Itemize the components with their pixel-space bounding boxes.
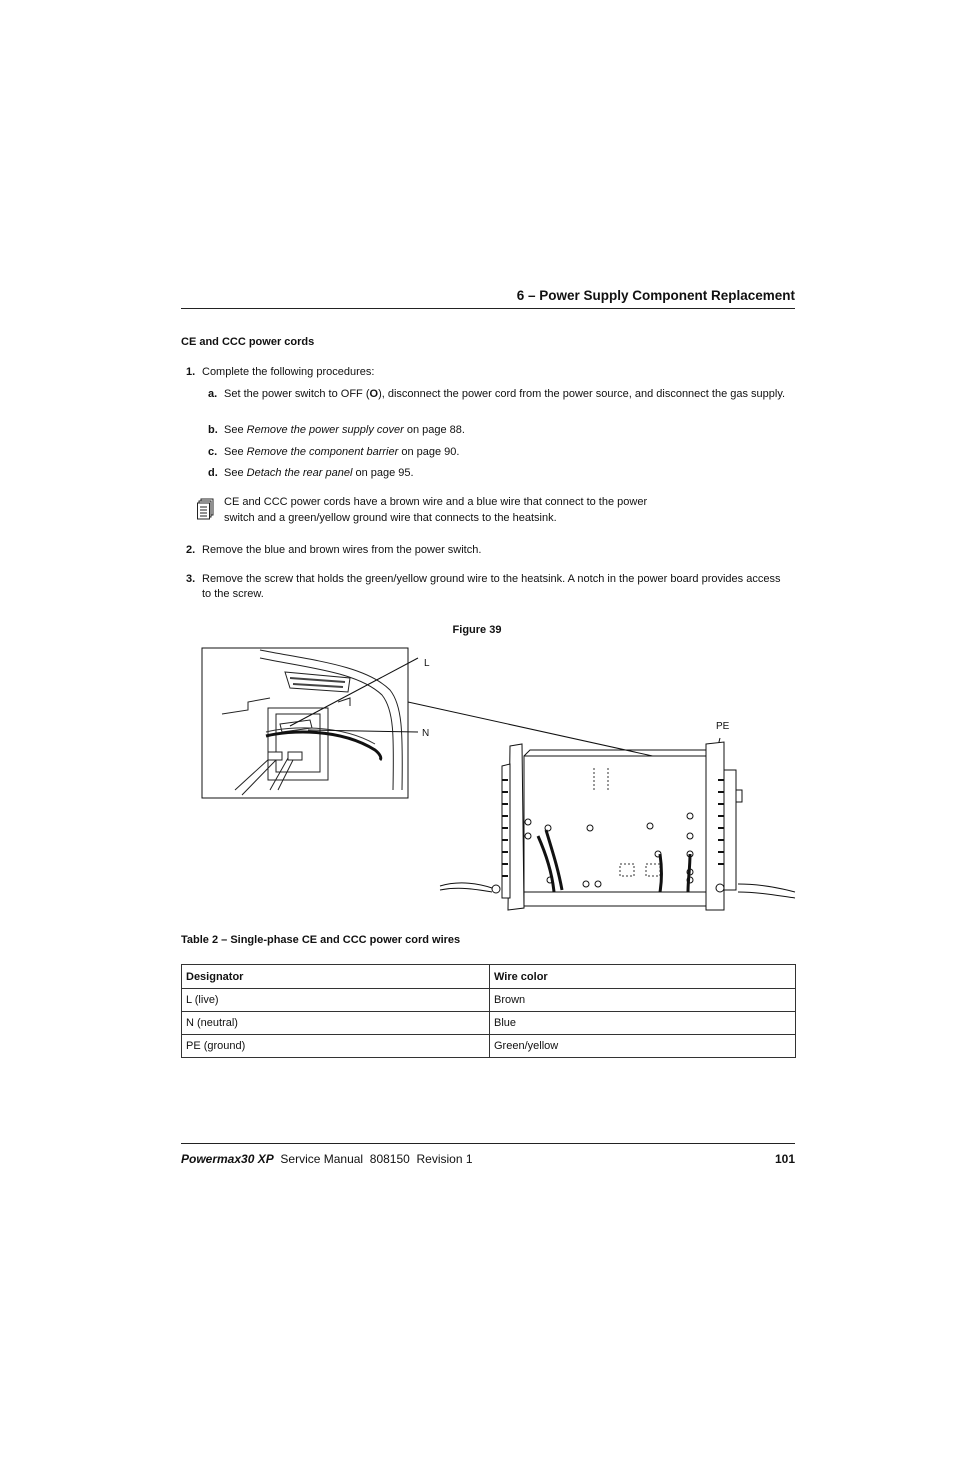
substep-letter: c. bbox=[208, 446, 218, 458]
step-number: 2. bbox=[186, 544, 196, 556]
substep-b bbox=[208, 423, 786, 438]
footer-manual-info: Service Manual 808150 Revision 1 bbox=[280, 1152, 473, 1166]
step-1 bbox=[186, 365, 786, 380]
table-cell: Blue bbox=[490, 1012, 796, 1035]
substep-link-ref: Detach the rear panel bbox=[246, 467, 353, 479]
note-text bbox=[224, 495, 784, 526]
step-number: 3. bbox=[186, 573, 196, 585]
table-cell: Green/yellow bbox=[490, 1035, 796, 1058]
step-2 bbox=[186, 543, 786, 558]
substep-text-post: on page 88. bbox=[403, 424, 465, 436]
page-number: 101 bbox=[774, 1152, 795, 1166]
substep-text-pre: See bbox=[224, 467, 247, 479]
table-row bbox=[182, 1035, 796, 1058]
substep-link-ref: Remove the component barrier bbox=[246, 446, 399, 458]
page-header-title: 6 – Power Supply Component Replacement bbox=[516, 288, 795, 303]
wire-table bbox=[181, 964, 796, 1058]
note-line-1: CE and CCC power cords have a brown wire and a blue wire that connect to the power bbox=[224, 496, 648, 508]
step-3 bbox=[186, 572, 786, 602]
substep-text-post: on page 90. bbox=[398, 446, 460, 458]
figure-label: Figure 39 bbox=[452, 624, 502, 636]
header-rule bbox=[181, 308, 795, 309]
callout-PE: PE bbox=[716, 721, 730, 732]
step-text: Remove the screw that holds the green/yellow ground wire to the heatsink. A notch in the power board provides access to the screw. bbox=[202, 573, 781, 600]
substep-text-bold: O bbox=[369, 388, 379, 400]
substep-letter: b. bbox=[208, 424, 218, 436]
table-row bbox=[182, 1012, 796, 1035]
table-row bbox=[182, 989, 796, 1012]
callout-L: L bbox=[424, 658, 430, 669]
substep-text-pre: Set the power switch to OFF ( bbox=[224, 388, 370, 400]
figure-39-illustration bbox=[190, 640, 810, 920]
callout-N: N bbox=[422, 728, 430, 739]
power-supply-side-view bbox=[440, 742, 795, 910]
table-caption: Table 2 – Single-phase CE and CCC power cord wires bbox=[181, 934, 461, 946]
table-header-row bbox=[182, 965, 796, 989]
step-text: Remove the blue and brown wires from the power switch. bbox=[202, 544, 482, 556]
substep-a bbox=[208, 387, 786, 402]
substep-text-post: on page 95. bbox=[352, 467, 414, 479]
step-text: Complete the following procedures: bbox=[202, 366, 375, 378]
section-title: CE and CCC power cords bbox=[181, 336, 315, 348]
substep-text-pre: See bbox=[224, 446, 247, 458]
table-header-designator: Designator bbox=[182, 965, 490, 989]
footer-document-info bbox=[181, 1152, 473, 1166]
substep-text-post: ), disconnect the power cord from the power source, and disconnect the gas supply. bbox=[378, 388, 786, 400]
footer-rule bbox=[181, 1143, 795, 1144]
substep-letter: d. bbox=[208, 467, 218, 479]
substep-letter: a. bbox=[208, 388, 218, 400]
substep-text-pre: See bbox=[224, 424, 247, 436]
note-line-2: switch and a green/yellow ground wire that connects to the heatsink. bbox=[224, 511, 557, 524]
table-cell: PE (ground) bbox=[182, 1035, 490, 1058]
substep-c bbox=[208, 445, 786, 460]
table-header-wire-color: Wire color bbox=[490, 965, 796, 989]
table-cell: Brown bbox=[490, 989, 796, 1012]
note-icon bbox=[197, 498, 215, 520]
substep-link-ref: Remove the power supply cover bbox=[246, 424, 404, 436]
table-cell: L (live) bbox=[182, 989, 490, 1012]
step-number: 1. bbox=[186, 366, 196, 378]
substep-d bbox=[208, 466, 786, 481]
table-cell: N (neutral) bbox=[182, 1012, 490, 1035]
footer-product-name: Powermax30 XP bbox=[181, 1152, 274, 1166]
